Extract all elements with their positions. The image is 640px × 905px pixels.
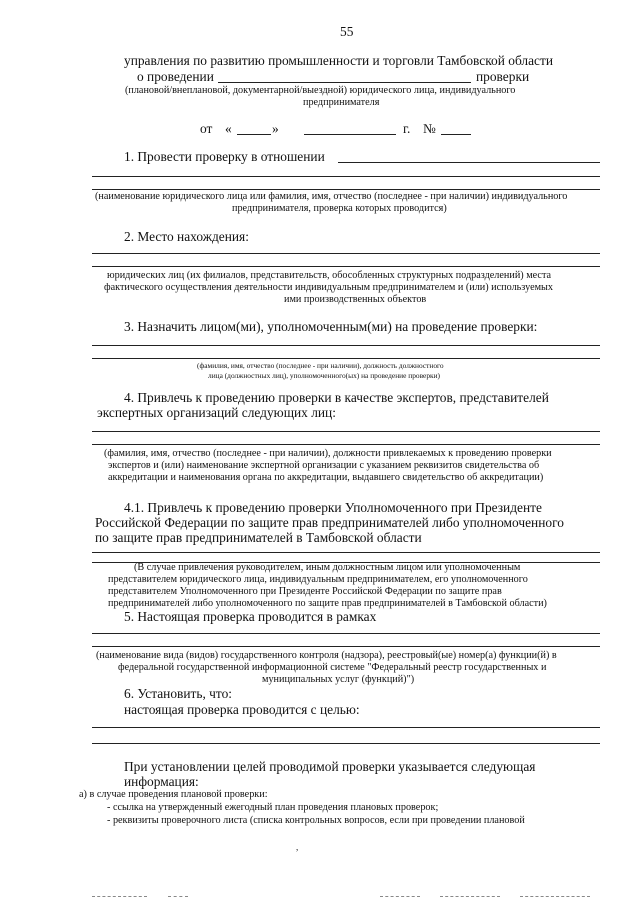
section-5-note-line1: (наименование вида (видов) государственного контроля (надзора), реестровый(ые) номер(а) функции(й) в xyxy=(96,650,557,661)
scan-artifact-3 xyxy=(380,896,420,897)
section-1-text: 1. Провести проверку в отношении xyxy=(124,149,325,164)
section-41-note-line1: (В случае привлечения руководителем, иным должностным лицом или уполномоченным xyxy=(134,562,521,573)
section-2-note-line3: ими производственных объектов xyxy=(284,294,427,305)
page-number: 55 xyxy=(340,24,354,39)
section-6-text-line1: 6. Установить, что: xyxy=(124,686,232,701)
section-1-blank-a xyxy=(338,162,600,163)
section-41-note-line3: представителем Уполномоченного при Президенте Российской Федерации по защите прав xyxy=(108,586,502,597)
section-41-note-line2: представителем юридического лица, индивидуальным предпринимателем, его уполномоченного xyxy=(108,574,528,585)
section-4-text-line2: экспертных организаций следующих лиц: xyxy=(97,405,336,420)
section-3-blank-a xyxy=(92,345,600,346)
section-4-blank-b xyxy=(92,444,600,445)
section-5-note-line2: федеральной государственной информационной системе "Федеральный реестр государственных и xyxy=(118,662,547,673)
header-line2-right: проверки xyxy=(476,69,530,84)
header-blank-line xyxy=(218,82,471,83)
scan-artifact-5 xyxy=(520,896,590,897)
goals-item-a1: - ссылка на утвержденный ежегодный план проведения плановых проверок; xyxy=(107,802,439,813)
section-4-text-line1: 4. Привлечь к проведению проверки в качестве экспертов, представителей xyxy=(124,390,549,405)
goals-text-line1: При установлении целей проводимой проверки указывается следующая xyxy=(124,759,536,774)
section-2-note-line2: фактического осуществления деятельности индивидуальным предпринимателем и (или) используемых xyxy=(104,282,553,293)
section-1-note-line2: предпринимателя, проверка которых проводится) xyxy=(232,203,447,214)
section-3-note-line2: лица (должностных лиц), уполномоченного(ых) на проведение проверки) xyxy=(208,371,441,380)
date-year: г. xyxy=(403,121,411,136)
header-line1: управления по развитию промышленности и торговли Тамбовской области xyxy=(124,53,554,68)
scan-artifact-1 xyxy=(92,896,147,897)
section-3-note-line1: (фамилия, имя, отчество (последнее - при наличии), должность должностного xyxy=(197,361,444,370)
section-1-rule xyxy=(92,189,600,190)
header-note-line1: (плановой/внеплановой, документарной/выездной) юридического лица, индивидуального xyxy=(125,85,516,96)
section-5-blank-a xyxy=(92,633,600,634)
section-4-note-line2: экспертов и (или) наименование экспертной организации с указанием реквизитов свидетельства об xyxy=(108,460,540,471)
header-note-line2: предпринимателя xyxy=(303,97,380,108)
scan-artifact-2 xyxy=(168,896,188,897)
section-4-blank-a xyxy=(92,431,600,432)
section-4-note-line1: (фамилия, имя, отчество (последнее - при наличии), должности привлекаемых к проведению проверки xyxy=(104,448,552,459)
section-41-text-line3: по защите прав предпринимателей в Тамбовской области xyxy=(95,530,422,545)
section-6-blank-b xyxy=(92,743,600,744)
section-41-note-line4: предпринимателей либо уполномоченного по защите прав предпринимателей в Тамбовской области) xyxy=(108,598,547,609)
section-41-text-line2: Российской Федерации по защите прав предпринимателей либо уполномоченного xyxy=(95,515,564,530)
date-open-quote: « xyxy=(225,121,232,136)
section-3-text: 3. Назначить лицом(ми), уполномоченным(ми) на проведение проверки: xyxy=(124,319,538,334)
goals-item-a2: - реквизиты проверочного листа (списка контрольных вопросов, если при проведении плановой xyxy=(107,815,525,826)
section-6-blank-a xyxy=(92,727,600,728)
section-6-text-line2: настоящая проверка проводится с целью: xyxy=(124,702,360,717)
section-2-blank-a xyxy=(92,253,600,254)
date-day-blank xyxy=(237,134,271,135)
scan-speck: , xyxy=(296,842,299,852)
date-number-blank xyxy=(441,134,471,135)
goals-item-a: а) в случае проведения плановой проверки: xyxy=(79,789,268,800)
date-month-blank xyxy=(304,134,396,135)
section-1-note-line1: (наименование юридического лица или фамилия, имя, отчество (последнее - при наличии) индивидуального xyxy=(95,191,568,202)
section-5-blank-b xyxy=(92,646,600,647)
date-from: от xyxy=(200,121,213,136)
section-5-text: 5. Настоящая проверка проводится в рамках xyxy=(124,609,377,624)
section-2-text: 2. Место нахождения: xyxy=(124,229,249,244)
section-41-text-line1: 4.1. Привлечь к проведению проверки Уполномоченного при Президенте xyxy=(124,500,542,515)
section-3-blank-b xyxy=(92,358,600,359)
section-1-blank-b xyxy=(92,176,600,177)
section-2-blank-b xyxy=(92,266,600,267)
section-2-note-line1: юридических лиц (их филиалов, представительств, обособленных структурных подразделений) места xyxy=(107,270,552,281)
goals-text-line2: информация: xyxy=(124,774,199,789)
scan-artifact-4 xyxy=(440,896,500,897)
date-number-sign: № xyxy=(423,121,436,136)
date-close-quote: » xyxy=(272,121,279,136)
section-4-note-line3: аккредитации и наименования органа по аккредитации, выдавшего свидетельство об аккредитации) xyxy=(108,472,544,483)
section-5-note-line3: муниципальных услуг (функций)") xyxy=(262,674,415,685)
section-41-blank-a xyxy=(92,552,600,553)
header-line2-left: о проведении xyxy=(137,69,214,84)
